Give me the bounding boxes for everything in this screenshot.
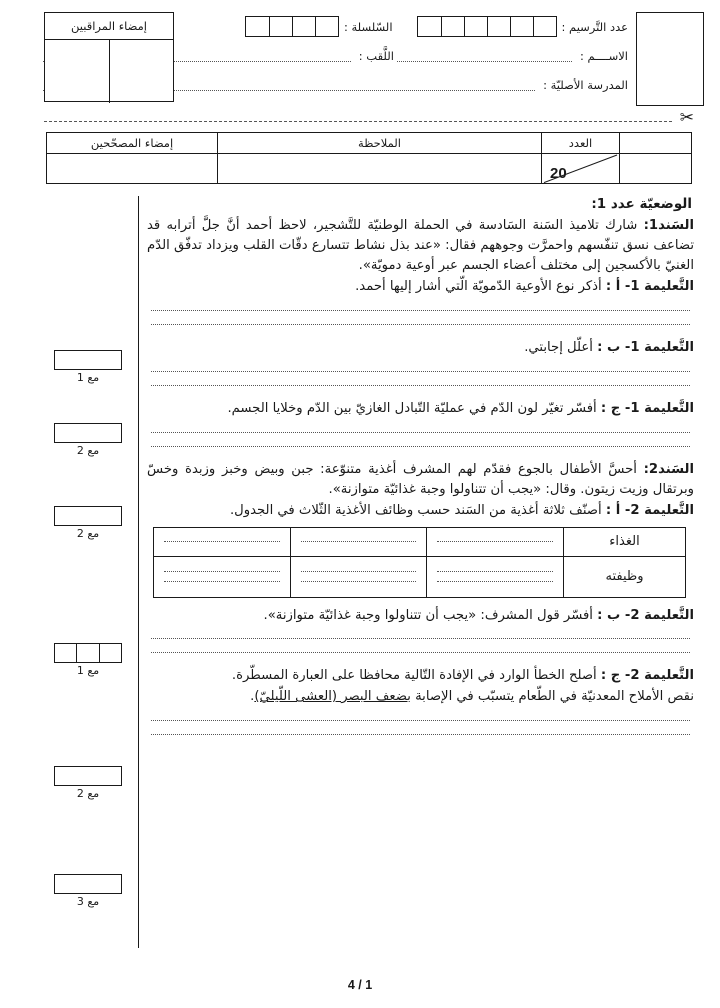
score-box-instr-2a xyxy=(54,643,122,677)
support-1-text: شارك تلاميذ السَنة السَادسة في الحملة الوطنيّة للتَّشجير، لاحظ أحمد أنَّ جلَّ أترابه قد تضاعف نسق تنفّسهم واحمرَّت وجوههم فقال: «عند بذل نشاط تتسارع دقّات القلب ويزداد تدفّق الدّم الغنيّ بالأكسجين إلى مختلف أعضاء الجسم عبر أوعية دمويّة». xyxy=(147,218,694,274)
registration-cell[interactable] xyxy=(418,17,441,36)
supervisors-signature-table xyxy=(44,12,174,102)
series-cell[interactable] xyxy=(246,17,269,36)
function-answer-dots xyxy=(164,581,280,582)
marks-table-body-row xyxy=(47,154,691,183)
marks-score-cell[interactable] xyxy=(541,154,619,183)
statement-plain-part: نقص الأملاح المعدنيّة في الطّعام يتسبّب في الإصابة xyxy=(410,689,694,705)
score-column xyxy=(46,196,138,948)
marks-header-blank xyxy=(619,133,691,153)
answer-line[interactable] xyxy=(151,652,690,653)
score-box-label: مع 2 xyxy=(76,787,100,800)
marks-note-cell[interactable] xyxy=(217,154,541,183)
food-answer-dots xyxy=(301,541,417,542)
score-entry-box[interactable] xyxy=(54,874,122,894)
exam-body xyxy=(46,196,696,948)
supervisor-signature-cell[interactable] xyxy=(109,40,174,103)
function-answer-dots xyxy=(301,571,417,572)
answer-line[interactable] xyxy=(151,734,690,735)
function-answer-cell[interactable] xyxy=(154,557,290,597)
series-cell[interactable] xyxy=(269,17,292,36)
cut-line xyxy=(44,108,694,128)
food-answer-dots xyxy=(437,541,553,542)
function-answer-dots xyxy=(164,571,280,572)
series-number-input[interactable] xyxy=(245,16,339,37)
answer-line[interactable] xyxy=(151,638,690,639)
score-box-instr-1a xyxy=(54,350,122,384)
food-answer-cell[interactable] xyxy=(426,528,563,556)
support-2-paragraph xyxy=(147,460,696,500)
score-box-instr-1c xyxy=(54,506,122,540)
function-answer-cell[interactable] xyxy=(426,557,563,597)
origin-school-label: المدرسة الأصليّة : xyxy=(543,77,628,92)
instruction-2a-text: أصنّف ثلاثة أغذية من السَند حسب وظائف الأغذية الثّلاث في الجدول. xyxy=(229,502,606,518)
function-answer-cell[interactable] xyxy=(290,557,427,597)
score-sub-cell[interactable] xyxy=(76,644,98,662)
food-answer-cell[interactable] xyxy=(290,528,427,556)
food-answer-dots xyxy=(164,541,280,542)
registration-cell[interactable] xyxy=(510,17,533,36)
instruction-1c-label: التَّعليمة 1- ج : xyxy=(600,400,694,416)
registration-cell[interactable] xyxy=(487,17,510,36)
page-footer xyxy=(0,978,720,992)
score-box-label: مع 3 xyxy=(76,895,100,908)
statement-underlined-phrase: بضعف البصر (العشى اللّيليّ) xyxy=(254,689,411,705)
marks-signature-cells xyxy=(47,154,217,183)
answer-line[interactable] xyxy=(151,720,690,721)
answer-line[interactable] xyxy=(151,371,690,372)
score-entry-box[interactable] xyxy=(54,350,122,370)
score-box-label: مع 2 xyxy=(76,527,100,540)
marks-table xyxy=(46,132,692,184)
food-row-header: وظيفته xyxy=(563,557,685,597)
food-answer-cell[interactable] xyxy=(154,528,290,556)
marks-score-header: العدد xyxy=(541,133,619,153)
cut-line-dashes xyxy=(44,121,672,122)
answer-line[interactable] xyxy=(151,310,690,311)
marks-note-header: الملاحظة xyxy=(217,133,541,153)
instruction-2c-text: أصلح الخطأ الوارد في الإفادة التّالية محافظا على العبارة المسطّرة. xyxy=(231,668,601,684)
name-input[interactable] xyxy=(397,50,572,62)
instruction-1c-text: أفسّر تغيّر لون الدّم في عمليّة التّبادل الغازيّ بين الدّم وخلايا الجسم. xyxy=(227,400,601,416)
function-answer-dots xyxy=(437,581,553,582)
content-column xyxy=(138,196,696,948)
statement-end-punctuation: . xyxy=(250,689,255,705)
answer-line[interactable] xyxy=(151,432,690,433)
instruction-2c-statement xyxy=(147,687,696,707)
score-box-instr-2b xyxy=(54,766,122,800)
score-entry-box[interactable] xyxy=(54,423,122,443)
score-box-label: مع 1 xyxy=(76,664,100,677)
function-answer-dots xyxy=(437,571,553,572)
situation-title: الوضعيّة عدد 1: xyxy=(591,196,692,212)
instruction-1a-text: أذكر نوع الأوعية الدّمويّة الّتي أشار إليها أحمد. xyxy=(355,279,606,295)
instruction-1a xyxy=(147,277,696,297)
registration-stamp-box[interactable] xyxy=(636,12,704,106)
supervisor-signature-cell[interactable] xyxy=(45,40,109,103)
food-row-header: الغذاء xyxy=(563,528,685,556)
instruction-2b-text: أفسّر قول المشرف: «يجب أن تتناولوا وجبة غذائيّة متوازنة». xyxy=(263,607,598,623)
registration-number-input[interactable] xyxy=(417,16,557,37)
instruction-2b xyxy=(147,606,696,626)
support-2-text: أحسَّ الأطفال بالجوع فقدّم لهم المشرف أغذية متنوّعة: جبن وبيض وخبز وزبدة وخسّ وبرتقال وزيت زيتون. وقال: «يجب أن تتناولوا وجبة غذائيّة متوازنة». xyxy=(147,461,694,497)
support-1-paragraph xyxy=(147,216,696,276)
instruction-1a-label: التَّعليمة 1- أ : xyxy=(605,279,694,295)
name-label: الاســــم : xyxy=(579,48,628,63)
food-table-row xyxy=(154,557,685,597)
score-entry-box[interactable] xyxy=(54,506,122,526)
registration-label: عدد التَّرسيم : xyxy=(561,19,628,34)
registration-cell[interactable] xyxy=(533,17,556,36)
marks-signature-header: إمضاء المصحّحين xyxy=(90,135,174,150)
food-classification-table xyxy=(153,527,686,598)
score-entry-box[interactable] xyxy=(54,766,122,786)
series-cell[interactable] xyxy=(292,17,315,36)
series-label: السّلسلة : xyxy=(343,19,393,34)
food-table-row xyxy=(154,528,685,557)
registration-cell[interactable] xyxy=(441,17,464,36)
instruction-1b-text: أعلّل إجابتي. xyxy=(524,339,598,355)
answer-line[interactable] xyxy=(151,385,690,386)
score-entry-box[interactable] xyxy=(54,643,122,663)
scissors-icon: ✂ xyxy=(679,108,694,128)
score-box-instr-2c xyxy=(54,874,122,908)
page-number: 1 / 4 xyxy=(347,978,373,992)
support-1-label: السَند1: xyxy=(643,218,694,233)
score-sub-cell[interactable] xyxy=(99,644,121,662)
registration-cell[interactable] xyxy=(464,17,487,36)
supervisors-signature-cells xyxy=(45,40,173,103)
function-answer-dots xyxy=(301,581,417,582)
supervisors-title: إمضاء المراقبين xyxy=(45,13,173,40)
instruction-2c-label: التَّعليمة 2- ج : xyxy=(600,668,694,684)
series-cell[interactable] xyxy=(315,17,338,36)
surname-label: اللَّقب : xyxy=(358,48,394,63)
instruction-2b-label: التَّعليمة 2- ب : xyxy=(597,607,694,623)
instruction-1c xyxy=(147,399,696,419)
instruction-1b xyxy=(147,338,696,358)
instruction-2a-label: التَّعليمة 2- أ : xyxy=(605,502,694,518)
instruction-1b-label: التَّعليمة 1- ب : xyxy=(597,339,694,355)
instruction-2c xyxy=(147,666,696,686)
marks-body-blank[interactable] xyxy=(619,154,691,183)
score-box-label: مع 2 xyxy=(76,444,100,457)
marks-table-header-row xyxy=(47,133,691,154)
answer-line[interactable] xyxy=(151,446,690,447)
score-box-label: مع 1 xyxy=(76,371,100,384)
score-box-instr-1b xyxy=(54,423,122,457)
instruction-2a xyxy=(147,501,696,521)
answer-line[interactable] xyxy=(151,324,690,325)
marks-total-value: 20 xyxy=(550,165,567,182)
score-sub-cell[interactable] xyxy=(55,644,76,662)
support-2-label: السَند2: xyxy=(643,461,694,477)
